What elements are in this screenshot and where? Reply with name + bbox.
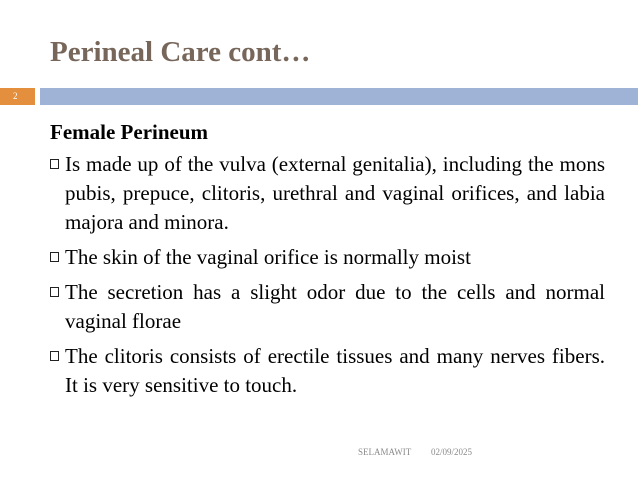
bullet-list [50,150,605,400]
slide-body [50,120,605,406]
bullet-item [50,342,605,400]
slide-number-badge: 2 [0,88,35,105]
bullet-text: The skin of the vaginal orifice is normally moist [65,245,471,269]
square-bullet-icon [50,287,59,297]
slide-title: Perineal Care cont… [50,36,311,68]
header-accent-bar [40,88,638,105]
subheading: Female Perineum [50,120,209,144]
bullet-item [50,243,605,272]
bullet-item [50,278,605,336]
footer-author: SELAMAWIT [358,447,412,457]
square-bullet-icon [50,252,59,262]
square-bullet-icon [50,351,59,361]
bullet-text: Is made up of the vulva (external genitalia), including the mons pubis, prepuce, clitoris, urethral and vaginal orifices, and labia majora and minora. [65,152,605,234]
bullet-item [50,150,605,237]
bullet-text: The clitoris consists of erectile tissues and many nerves fibers. It is very sensitive to touch. [65,344,605,397]
square-bullet-icon [50,159,59,169]
bullet-text: The secretion has a slight odor due to the cells and normal vaginal florae [65,280,605,333]
footer-date: 02/09/2025 [431,447,473,457]
